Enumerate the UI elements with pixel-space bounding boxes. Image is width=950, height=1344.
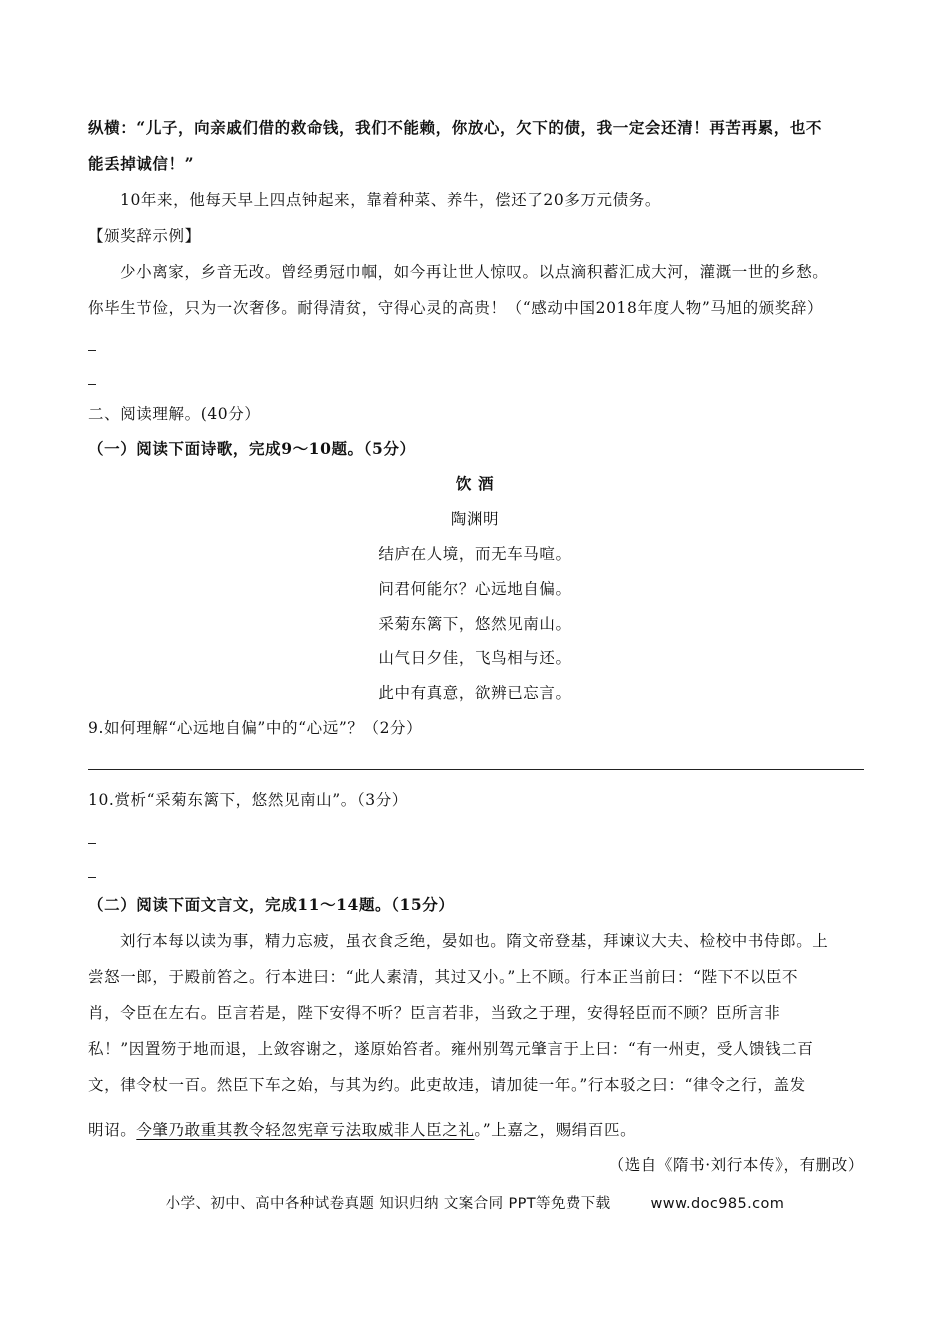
part2-heading: （二）阅读下面文言文，完成11～14题。（15分）	[88, 895, 455, 914]
underlined-sentence: 今肇乃敢重其教令轻忽宪章亏法取威非人臣之礼	[136, 1121, 475, 1139]
answer-blank	[88, 350, 96, 351]
award-heading: 【颁奖辞示例】	[88, 227, 201, 245]
question-9: 9.如何理解“心远地自偏”中的“心远”？（2分）	[88, 719, 423, 737]
answer-line	[88, 769, 864, 770]
passage-line: 尝怒一郎，于殿前笞之。行本进曰：“此人素清，其过又小。”上不顾。行本正当前曰：“陛下不以臣不	[88, 968, 799, 986]
poem-line: 山气日夕佳，飞鸟相与还。	[378, 649, 572, 667]
answer-blank	[88, 877, 96, 878]
answer-blank	[88, 843, 96, 844]
poem-title: 饮 酒	[455, 474, 495, 493]
passage-line	[88, 1120, 864, 1140]
text-line: 能丢掉诚信！”	[88, 154, 195, 173]
text-line: 纵横：“儿子，向亲戚们借的救命钱，我们不能赖，你放心，欠下的债，我一定会还清！再苦再累，也不	[88, 118, 823, 137]
poem-author: 陶渊明	[450, 510, 500, 528]
passage-source: （选自《隋书·刘行本传》，有删改）	[608, 1156, 864, 1174]
award-line: 少小离家，乡音无改。曾经勇冠巾帼，如今再让世人惊叹。以点滴积蓄汇成大河，灌溉一世的乡愁。	[120, 263, 829, 281]
page-footer	[0, 1192, 950, 1213]
question-10: 10.赏析“采菊东篱下，悠然见南山”。（3分）	[88, 791, 408, 809]
footer-text: 小学、初中、高中各种试卷真题 知识归纳 文案合同 PPT等免费下载	[165, 1196, 611, 1212]
text-line: 10年来，他每天早上四点钟起来，靠着种菜、养牛，偿还了20多万元债务。	[120, 191, 661, 209]
poem-line: 结庐在人境，而无车马喧。	[378, 545, 572, 563]
passage-line: 刘行本每以读为事，精力忘疲，虽衣食乏绝，晏如也。隋文帝登基，拜谏议大夫、检校中书侍郎。上	[120, 932, 829, 950]
passage-line: 私！”因置笏于地而退，上敛容谢之，遂原始笞者。雍州别驾元肇言于上曰：“有一州吏，受人馈钱二百	[88, 1040, 814, 1058]
poem-line: 采菊东篱下，悠然见南山。	[378, 615, 572, 633]
section-heading: 二、阅读理解。(40分）	[88, 405, 261, 423]
passage-line: 文，律令杖一百。然臣下车之始，与其为约。此吏故违，请加徒一年。”行本驳之曰：“律令之行，盖发	[88, 1076, 806, 1094]
footer-url: www.doc985.com	[650, 1196, 785, 1212]
passage-text: 。”上嘉之，赐绢百匹。	[474, 1121, 637, 1139]
part1-heading: （一）阅读下面诗歌，完成9～10题。（5分）	[88, 439, 416, 458]
passage-text: 明诏。	[88, 1121, 137, 1139]
passage-line: 肖，令臣在左右。臣言若是，陛下安得不听？臣言若非，当致之于理，安得轻臣而不顾？臣所言非	[88, 1004, 781, 1022]
poem-line: 问君何能尔？心远地自偏。	[378, 580, 572, 598]
answer-blank	[88, 384, 96, 385]
award-line: 你毕生节俭，只为一次奢侈。耐得清贫，守得心灵的高贵！（“感动中国2018年度人物”马旭的颁奖辞）	[88, 299, 824, 317]
poem-line: 此中有真意，欲辨已忘言。	[378, 684, 572, 702]
